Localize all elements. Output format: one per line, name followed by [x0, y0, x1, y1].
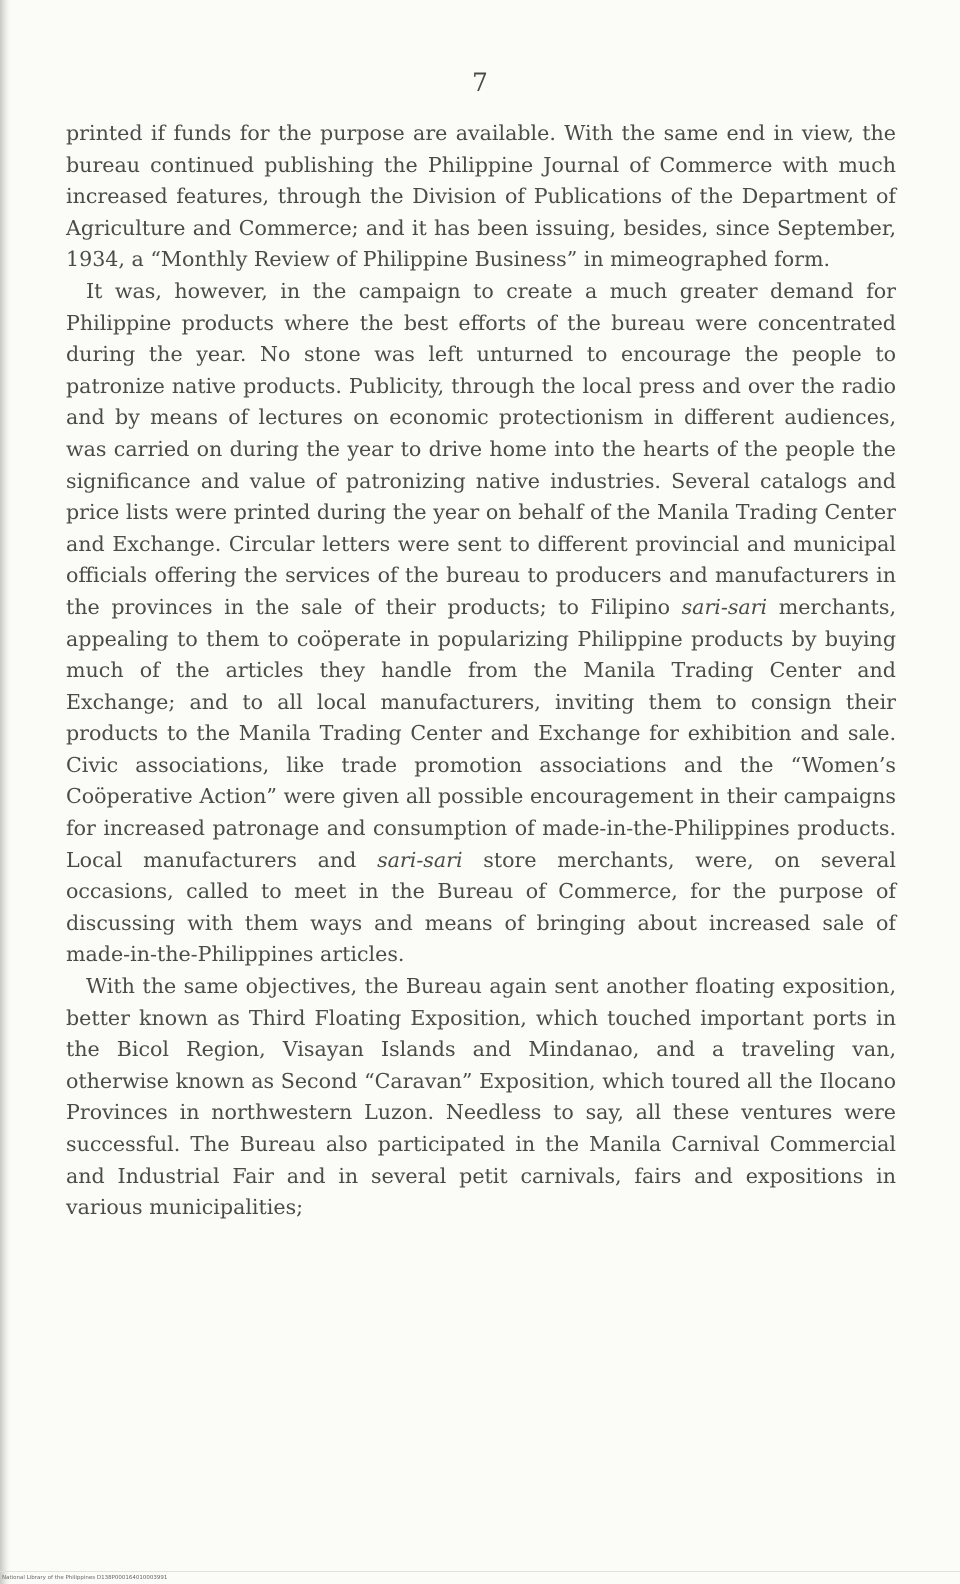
paragraph-3	[66, 971, 896, 1224]
italic-term: sari-sari	[377, 847, 463, 872]
bottom-divider	[0, 1571, 960, 1572]
page-number: 7	[472, 68, 488, 97]
page-edge-shadow	[0, 0, 10, 1584]
library-footer-note: National Library of the Philippines D138P000164010003991	[2, 1575, 168, 1581]
paragraph-1	[66, 118, 896, 276]
paragraph-2	[66, 276, 896, 971]
paragraph-1-text: printed if funds for the purpose are available. With the same end in view, the bureau continued publishing the Philippine Journal of Commerce with much increased features, through the Division of Publications of the Department of Agriculture and Commerce; and it has been issuing, besides, since September, 1934, a “Monthly Review of Philippine Business” in mimeographed form.	[66, 121, 896, 272]
paragraph-2-text: It was, however, in the campaign to create a much greater demand for Philippine products where the best efforts of the bureau were concentrated during the year. No stone was left unturned to encourage the people to patronize native products. Publicity, through the local press and over the radio and by means of lectures on economic protectionism in different audiences, was carried on during the year to drive home into the hearts of the people the significance and value of patronizing native industries. Several catalogs and price lists were printed during the year on behalf of the Manila Trading Center and Exchange. Circular letters were sent to different provincial and municipal officials offering the services of the bureau to producers and manufacturers in the provinces in the sale of their products; to Filipino	[66, 278, 896, 619]
body-text	[66, 118, 896, 1224]
italic-term: sari-sari	[681, 594, 768, 619]
paragraph-2-text: store merchants, were, on several occasions, called to meet in the Bureau of Commerce, for the purpose of discussing with them ways and means of bringing about increased sale of made-in-the-Philippines articles.	[66, 847, 896, 967]
paragraph-3-text: With the same objectives, the Bureau again sent another floating exposition, better known as Third Floating Exposition, which touched important ports in the Bicol Region, Visayan Islands and Mindanao, and a traveling van, otherwise known as Second “Caravan” Exposition, which toured all the Ilocano Provinces in northwestern Luzon. Needless to say, all these ventures were successful. The Bureau also participated in the Manila Carnival Commercial and Industrial Fair and in several petit carnivals, fairs and expositions in various municipalities;	[66, 974, 896, 1220]
paragraph-2-text: merchants, appealing to them to coöperate in popularizing Philippine products by buying much of the articles they handle from the Manila Trading Center and Exchange; and to all local manufacturers, inviting them to consign their products to the Manila Trading Center and Exchange for exhibition and sale. Civic associations, like trade promotion associations and the “Women’s Coöperative Action” were given all possible encouragement in their campaigns for increased patronage and consumption of made-in-the-Philippines products. Local manufacturers and	[66, 594, 896, 872]
